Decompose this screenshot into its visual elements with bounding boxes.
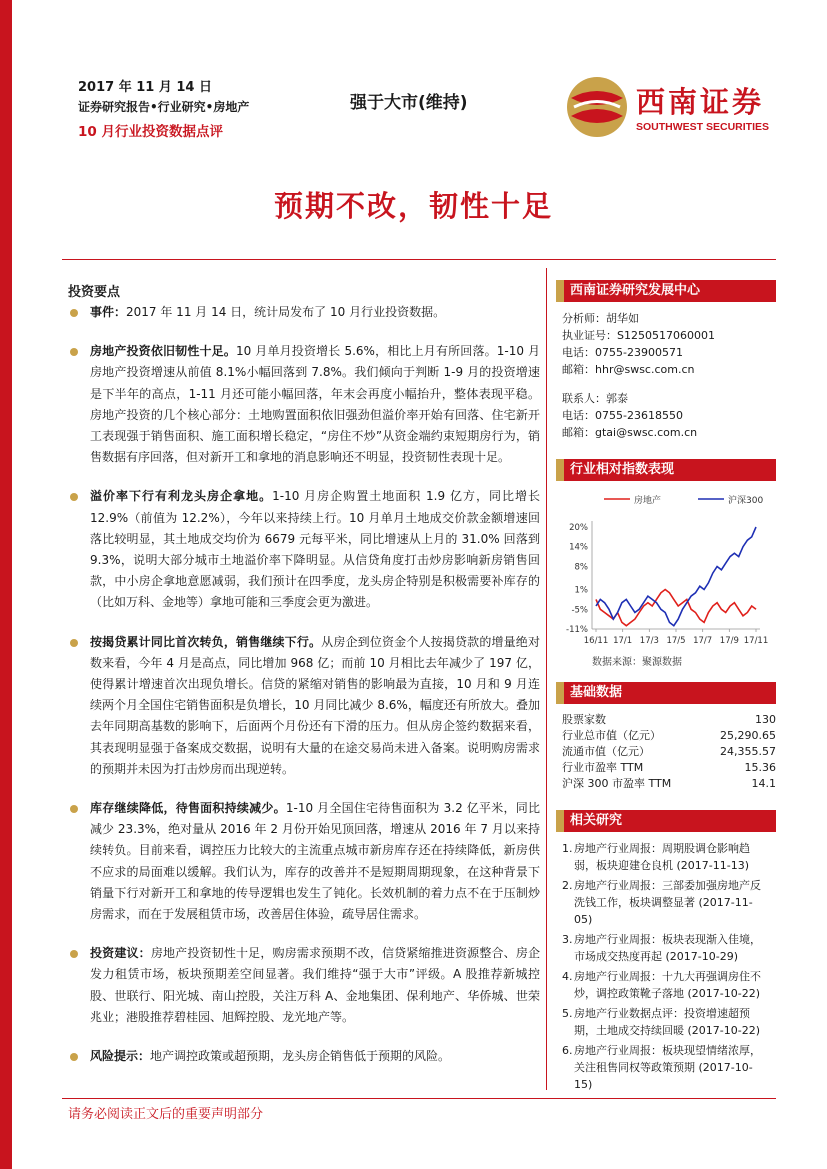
bullet-dot-icon [70,493,78,501]
list-item-number: 2. [562,879,573,892]
list-item[interactable] [562,1042,770,1093]
key-point [68,632,540,780]
key-point-lead: 按揭贷累计同比首次转负，销售继续下行。 [90,634,322,649]
bullet-dot-icon [70,1053,78,1061]
key-point [68,486,540,613]
key-point-text: 10 月单月投资增长 5.6%，相比上月有所回落。1-10 月房地产投资增速从前值 8.1%小幅回落到 7.8%。我们倾向于判断 1-9 月的投资增速是下半年的高点，1-11 月还可能小幅回落，年末会再度小幅抬升，整体表现平稳。房地产投资的几个核心部分：土地购置面积依旧强劲但溢价率开始有回落、住宅新开工表现强于销售面积、施工面积增长稳定，“房住不炒”从资金端约束短期房行为，销售数据有序回落，但对新开工和拿地的消息影响还不明显，投资韧性表现十足。 [90,344,540,465]
top-divider [62,259,776,260]
basic-data-value: 14.1 [751,777,776,790]
bullet-dot-icon [70,950,78,958]
table-row [562,776,776,792]
key-point-text: 房地产投资韧性十足，购房需求预期不改，信贷紧缩推进资源整合、房企发力租赁市场，板块预期差空间显著。我们维持“强于大市”评级。A 股推荐新城控股、世联行、阳光城、南山控股，关注万科 A、金地集团、保利地产、华侨城、世荣兆业；港股推荐碧桂园、旭辉控股、龙光地产等。 [90,946,540,1024]
bottom-divider [62,1098,776,1099]
table-row [562,728,776,744]
logo-text-en: SOUTHWEST SECURITIES [636,121,770,133]
related-research-title: 相关研究 [556,810,776,832]
list-item-text: 房地产行业周报：板块表现渐入佳境，市场成交热度再起 (2017-10-29) [574,933,761,963]
list-item-text: 房地产行业数据点评：投资增速超预期，土地成交持续回暖 (2017-10-22) [574,1007,761,1037]
footer-disclaimer: 请务必阅读正文后的重要声明部分 [68,1107,264,1122]
basic-data-value: 24,355.57 [720,745,776,758]
key-point-text: 地产调控政策或超预期，龙头房企销售低于预期的风险。 [150,1049,451,1064]
key-point [68,798,540,925]
key-point-text: 2017 年 11 月 14 日，统计局发布了 10 月行业投资数据。 [126,305,446,319]
research-center-title: 西南证券研究发展中心 [556,280,776,302]
logo-text-cn: 西南证券 [636,85,765,119]
list-item-text: 房地产行业周报：周期股调仓影响趋弱，板块迎建仓良机 (2017-11-13) [574,842,750,872]
y-tick-label: 1% [574,585,588,596]
report-category: 证券研究报告•行业研究•房地产 [78,100,250,114]
basic-data-label: 行业市盈率 TTM [562,761,644,774]
x-tick-label: 17/7 [693,636,713,646]
contact-line: 电话：0755-23900571 [562,346,683,359]
key-point [68,943,540,1028]
basic-data-value: 25,290.65 [720,729,776,742]
list-item-number: 6. [562,1044,573,1057]
contact-gap [562,378,770,390]
key-point [68,302,540,323]
contact-line: 邮箱：gtai@swsc.com.cn [562,426,698,439]
table-row [562,712,776,728]
sidebar [556,280,776,1096]
list-item[interactable] [562,877,770,928]
basic-data-label: 股票家数 [562,713,606,726]
left-accent-bar [0,0,12,1169]
list-item[interactable] [562,840,770,874]
contact-line: 联系人：郭泰 [562,392,628,405]
basic-data-value: 15.36 [744,761,776,774]
list-item[interactable] [562,968,770,1002]
basic-data-label: 沪深 300 市盈率 TTM [562,777,672,790]
x-tick-label: 17/5 [666,636,686,646]
key-points-list [68,302,540,1085]
key-point-text: 1-10 月房企购置土地面积 1.9 亿方，同比增长 12.9%（前值为 12.2%），今年以来持续上行。10 月单月土地成交价款金额增速回落比较明显，其土地成交均价为 6679 元每平米，同比增速从上月的 31.0% 回落到 9.3%，说明大部分城市土地溢价率下降明显。从信贷角度打击炒房影响新房销售回款，中小房企拿地意愿减弱，我们预计在四季度，龙头房企特别是积极需要补库存的（比如万科、金地等）拿地可能和三季度会更为激进。 [90,489,540,610]
legend-label: 沪深300 [728,496,764,506]
y-tick-label: 8% [574,562,588,573]
y-tick-label: -5% [571,605,588,616]
industry-rating: 强于大市(维持) [350,93,468,113]
y-tick-label: -11% [566,625,588,635]
x-tick-label: 16/11 [583,636,609,646]
list-item-number: 4. [562,970,573,983]
y-tick-label: 14% [569,542,588,553]
list-item-number: 3. [562,933,573,946]
list-item[interactable] [562,1005,770,1039]
list-item-number: 1. [562,842,573,855]
list-item-text: 房地产行业周报：板块现望情绪浓厚，关注租售同权等政策预期 (2017-10-15) [574,1044,761,1091]
contact-line: 电话：0755-23618550 [562,409,683,422]
contact-line: 邮箱：hhr@swsc.com.cn [562,363,695,376]
report-title: 预期不改，韧性十足 [273,189,553,223]
x-tick-label: 17/11 [743,636,769,646]
bullet-dot-icon [70,309,78,317]
table-row [562,760,776,776]
report-date: 2017 年 11 月 14 日 [78,80,212,95]
chart-title: 行业相对指数表现 [556,459,776,481]
legend-label: 房地产 [634,496,662,506]
key-point-lead: 库存继续降低，待售面积持续减少。 [90,801,286,816]
list-item[interactable] [562,931,770,965]
list-item-text: 房地产行业周报：三部委加强房地产反洗钱工作，板块调整显著 (2017-11-05) [574,879,761,926]
bullet-dot-icon [70,805,78,813]
key-point-lead: 房地产投资依旧韧性十足。 [90,344,237,359]
x-tick-label: 17/1 [613,636,633,646]
basic-data-table [562,712,776,792]
key-point-text: 1-10 月全国住宅待售面积为 3.2 亿平米，同比减少 23.3%，绝对量从 2016 年 2 月份开始见顶回落，增速从 2016 年 7 月以来持续转负。目前来看，调控压力比较大的主流重点城市新房库存还在持续降低，新房供不应求的局面难以缓解。我们认为，库存的改善并不是短期周期现象，在这种背景下销量下行对新开工和拿地的传导逻辑也发生了钝化。长效机制的着力点不在于压制炒房需求，而在于发展租赁市场，改善居住体验，疏导居住需求。 [90,801,540,922]
section-title-key-points: 投资要点 [68,285,121,300]
x-tick-label: 17/9 [719,636,739,646]
key-point-lead: 溢价率下行有利龙头房企拿地。 [90,489,273,504]
table-row [562,744,776,760]
basic-data-label: 流通市值（亿元） [562,745,650,758]
related-research-list [556,832,776,1093]
report-subtitle: 10 月行业投资数据点评 [78,124,223,140]
key-point-lead: 投资建议： [90,946,151,961]
list-item-text: 房地产行业周报：十九大再强调房住不炒，调控政策靴子落地 (2017-10-22) [574,970,761,1000]
list-item-number: 5. [562,1007,573,1020]
column-divider [546,268,547,1090]
key-point [68,341,540,468]
chart-source: 数据来源：聚源数据 [592,657,682,668]
y-tick-label: 20% [569,523,588,533]
key-point-lead: 事件： [90,305,127,319]
bullet-dot-icon [70,348,78,356]
relative-index-chart-svg [556,481,776,659]
analyst-contacts [556,302,776,441]
key-point [68,1046,540,1067]
key-point-lead: 风险提示： [90,1049,151,1064]
basic-data-title: 基础数据 [556,682,776,704]
series-line [596,527,756,626]
x-tick-label: 17/3 [639,636,659,646]
contact-line: 执业证号：S1250517060001 [562,329,715,342]
contact-line: 分析师：胡华如 [562,312,639,325]
key-point-text: 从房企到位资金个人按揭贷款的增量绝对数来看，今年 4 月是高点，同比增加 968 亿；而前 10 月相比去年减少了 197 亿，使得累计增速首次出现负增长。信贷的紧缩对销售的影响最为直接，10 月和 9 月连续两个月全国住宅销售面积是负增长，10 月同比减少 8.6%，幅度还有所放大。叠加去年同期高基数的影响下，后面两个月份还有下滑的压力。但从房企签约数据来看，其表现明显强于备案成交数据，说明有大量的在途交易尚未进入备案。说明购房需求的预期并未因为打击炒房而出现逆转。 [90,634,540,776]
bullet-dot-icon [70,639,78,647]
basic-data-label: 行业总市值（亿元） [562,729,661,742]
basic-data-value: 130 [755,713,776,726]
relative-index-chart [556,481,776,659]
